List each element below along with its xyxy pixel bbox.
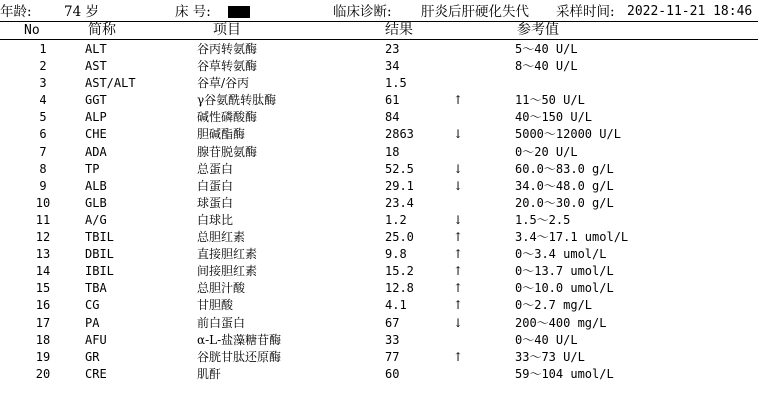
table-header-divider [0,39,758,40]
row-number: 8 [39,161,47,176]
test-result: 15.2 [385,264,414,279]
test-abbreviation: TBA [85,281,107,296]
table-row [0,109,758,126]
test-abbreviation: CG [85,298,100,313]
abnormal-flag: ↓ [453,127,464,142]
test-abbreviation: AST/ALT [85,76,136,91]
row-number: 14 [35,264,51,279]
reference-range: 8～40 U/L [515,59,578,74]
test-name: 间接胆红素 [197,264,258,279]
row-number: 1 [39,42,47,56]
row-number: 10 [35,195,51,210]
reference-range: 34.0～48.0 g/L [515,178,614,193]
test-name: 肌酐 [197,366,222,381]
test-result: 4.1 [385,298,407,313]
row-number: 7 [39,144,47,159]
abnormal-flag: ↓ [453,315,464,330]
sample-time-label: 采样时间: [556,4,615,20]
test-name: 总蛋白 [197,161,234,176]
table-row [0,366,758,383]
reference-range: 59～104 umol/L [515,366,614,381]
reference-range: 5～40 U/L [515,42,578,56]
reference-range: 20.0～30.0 g/L [515,195,614,210]
test-name: 白蛋白 [197,178,234,193]
test-name: 球蛋白 [197,195,234,210]
bed-label: 床 号: [175,4,211,20]
table-row [0,58,758,75]
reference-range: 0～40 U/L [515,332,578,347]
test-result: 12.8 [385,281,414,296]
reference-range: 11～50 U/L [515,93,585,108]
table-row [0,92,758,109]
test-name: 总胆汁酸 [197,281,246,296]
test-name: α-L-盐藻糖苷酶 [197,332,282,347]
reference-range: 0～20 U/L [515,144,578,159]
column-header-item: 项目 [213,22,241,38]
row-number: 13 [35,247,51,262]
test-result: 34 [385,59,400,74]
abnormal-flag: ↓ [453,212,464,227]
reference-range: 0～10.0 umol/L [515,281,614,296]
reference-range: 1.5～2.5 [515,212,571,227]
test-result: 67 [385,315,400,330]
row-number: 16 [35,298,51,313]
test-name: γ谷氨酰转肽酶 [197,93,277,108]
test-abbreviation: AST [85,59,107,74]
reference-range: 5000～12000 U/L [515,127,621,142]
test-name: 谷丙转氨酶 [197,42,258,56]
test-abbreviation: A/G [85,212,107,227]
reference-range: 200～400 mg/L [515,315,607,330]
test-result: 60 [385,366,400,381]
test-abbreviation: IBIL [85,264,114,279]
test-name: 谷胱甘肽还原酶 [197,349,282,364]
row-number: 19 [35,349,51,364]
row-number: 18 [35,332,51,347]
test-name: 碱性磷酸酶 [197,110,258,125]
test-result: 29.1 [385,178,414,193]
reference-range: 60.0～83.0 g/L [515,161,614,176]
table-row [0,246,758,263]
test-name: 胆碱酯酶 [197,127,246,142]
diagnosis-value: 肝炎后肝硬化失代 [421,4,529,20]
reference-range: 3.4～17.1 umol/L [515,230,629,245]
test-result: 33 [385,332,400,347]
test-name: 直接胆红素 [197,247,258,262]
table-row [0,297,758,314]
bed-number-redacted [228,6,250,18]
test-name: 腺苷脱氨酶 [197,144,258,159]
test-name: 总胆红素 [197,230,246,245]
row-number: 17 [35,315,51,330]
table-row [0,263,758,280]
table-row [0,212,758,229]
row-number: 12 [35,230,51,245]
abnormal-flag: ↓ [453,178,464,193]
row-number: 20 [35,366,51,381]
test-abbreviation: CHE [85,127,107,142]
column-header-result: 结果 [385,22,413,38]
age-value: 74 岁 [64,4,99,20]
test-name: 前白蛋白 [197,315,246,330]
test-result: 18 [385,144,400,159]
test-abbreviation: ADA [85,144,107,159]
table-row [0,315,758,332]
table-row [0,349,758,366]
test-result: 1.5 [385,76,407,91]
test-abbreviation: CRE [85,366,107,381]
test-abbreviation: ALT [85,42,107,56]
results-table-body [0,41,758,383]
age-label: 年龄: [0,4,32,20]
test-result: 77 [385,349,400,364]
test-result: 84 [385,110,400,125]
table-row [0,144,758,161]
table-row [0,195,758,212]
row-number: 5 [39,110,47,125]
abnormal-flag: ↑ [453,247,464,262]
row-number: 15 [35,281,51,296]
test-abbreviation: AFU [85,332,107,347]
reference-range: 0～13.7 umol/L [515,264,614,279]
row-number: 3 [39,76,47,91]
table-row [0,75,758,92]
reference-range: 0～2.7 mg/L [515,298,593,313]
test-result: 61 [385,93,400,108]
column-header-no: No [24,23,40,38]
table-row [0,126,758,143]
column-header-reference: 参考值 [517,22,559,38]
test-abbreviation: GLB [85,195,107,210]
column-header-abbr: 简称 [88,22,116,38]
table-row [0,229,758,246]
diagnosis-label: 临床诊断: [333,4,392,20]
reference-range: 33～73 U/L [515,349,585,364]
test-result: 1.2 [385,212,407,227]
report-header [0,2,758,22]
test-result: 9.8 [385,247,407,262]
test-abbreviation: TP [85,161,100,176]
test-result: 23.4 [385,195,414,210]
abnormal-flag: ↑ [453,264,464,279]
test-name: 白球比 [197,212,234,227]
table-row [0,161,758,178]
table-row [0,280,758,297]
abnormal-flag: ↑ [453,281,464,296]
test-abbreviation: PA [85,315,100,330]
test-result: 52.5 [385,161,414,176]
abnormal-flag: ↑ [453,230,464,245]
test-result: 2863 [385,127,414,142]
row-number: 4 [39,93,47,108]
abnormal-flag: ↑ [453,349,464,364]
sample-time-value: 2022-11-21 18:46 [627,4,753,19]
table-row [0,41,758,58]
test-abbreviation: ALB [85,178,107,193]
abnormal-flag: ↑ [453,298,464,313]
test-abbreviation: DBIL [85,247,114,262]
test-abbreviation: ALP [85,110,107,125]
row-number: 11 [35,212,51,227]
abnormal-flag: ↓ [453,161,464,176]
test-name: 甘胆酸 [197,298,234,313]
test-result: 25.0 [385,230,414,245]
test-abbreviation: TBIL [85,230,114,245]
abnormal-flag: ↑ [453,93,464,108]
reference-range: 40～150 U/L [515,110,593,125]
table-row [0,332,758,349]
test-result: 23 [385,42,400,56]
reference-range: 0～3.4 umol/L [515,247,607,262]
test-abbreviation: GR [85,349,100,364]
row-number: 9 [39,178,47,193]
row-number: 2 [39,59,47,74]
test-name: 谷草/谷丙 [197,76,250,91]
test-abbreviation: GGT [85,93,107,108]
table-header [0,22,758,39]
test-name: 谷草转氨酶 [197,59,258,74]
table-row [0,178,758,195]
row-number: 6 [39,127,47,142]
